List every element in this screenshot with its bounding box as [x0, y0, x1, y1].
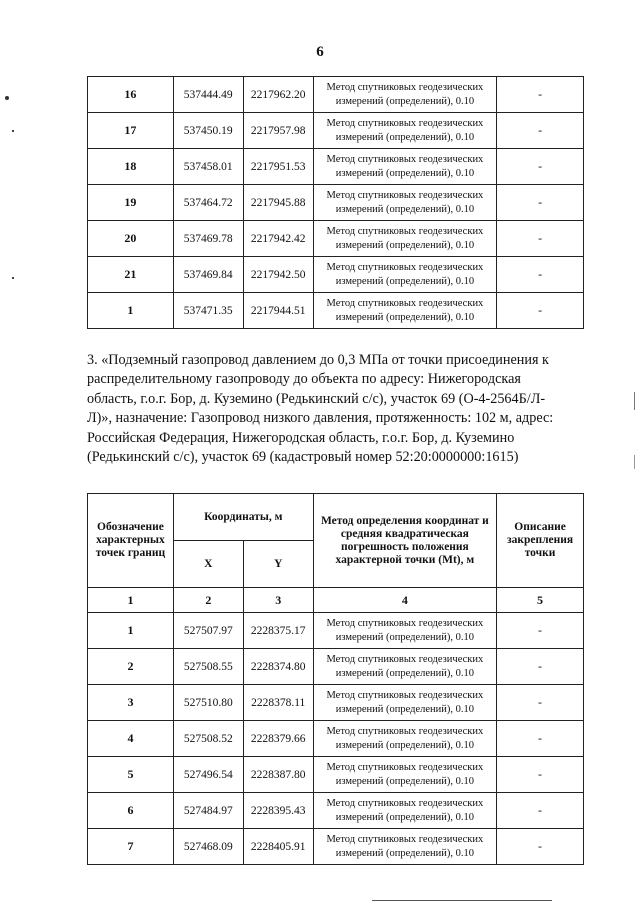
method-cell: Метод спутниковых геодезических измерений (определений), 0.10: [313, 293, 497, 329]
point-number: 4: [88, 721, 174, 757]
coord-x: 537464.72: [173, 185, 243, 221]
scan-mark: [634, 392, 635, 410]
method-cell: Метод спутниковых геодезических измерений (определений), 0.10: [313, 113, 497, 149]
coord-x: 537458.01: [173, 149, 243, 185]
coord-y: 2217942.42: [243, 221, 313, 257]
coord-x: 527508.55: [173, 649, 243, 685]
coord-y: 2228405.91: [243, 829, 313, 865]
coord-y: 2217944.51: [243, 293, 313, 329]
description-cell: -: [497, 221, 584, 257]
coord-y: 2228375.17: [243, 613, 313, 649]
description-cell: -: [497, 793, 584, 829]
column-number: 1: [88, 588, 174, 613]
method-cell: Метод спутниковых геодезических измерений (определений), 0.10: [313, 257, 497, 293]
table-row: [88, 793, 584, 829]
coord-x: 527508.52: [173, 721, 243, 757]
table-row: [88, 257, 584, 293]
coord-y: 2217951.53: [243, 149, 313, 185]
table-row: [88, 721, 584, 757]
coord-x: 537469.84: [173, 257, 243, 293]
coord-y: 2217957.98: [243, 113, 313, 149]
point-number: 7: [88, 829, 174, 865]
object-description: [87, 351, 584, 467]
page-number: 6: [316, 44, 324, 60]
coord-y: 2228374.80: [243, 649, 313, 685]
coord-x: 537471.35: [173, 293, 243, 329]
header-designation: Обозначение характерных точек границ: [88, 494, 174, 588]
paragraph-line: Российская Федерация, Нижегородская область, г.о.г. Бор, д. Куземино: [87, 429, 515, 446]
paragraph-line: Л)», назначение: Газопровод низкого давления, протяженность: 102 м, адрес:: [87, 410, 554, 427]
paragraph-line: область, г.о.г. Бор, д. Куземино (Редькинский с/с), участок 69 (О-4-2564Б/Л-: [87, 390, 546, 407]
method-cell: Метод спутниковых геодезических измерений (определений), 0.10: [313, 149, 497, 185]
description-cell: -: [497, 829, 584, 865]
method-cell: Метод спутниковых геодезических измерений (определений), 0.10: [313, 185, 497, 221]
header-y: Y: [243, 541, 313, 588]
scan-mark: [5, 96, 9, 100]
coord-y: 2217942.50: [243, 257, 313, 293]
coord-y: 2228387.80: [243, 757, 313, 793]
description-cell: -: [497, 721, 584, 757]
description-cell: -: [497, 113, 584, 149]
description-cell: -: [497, 77, 584, 113]
point-number: 20: [88, 221, 174, 257]
point-number: 3: [88, 685, 174, 721]
paragraph-line: 3. «Подземный газопровод давлением до 0,3 МПа от точки присоединения к: [87, 352, 549, 368]
table-row: [88, 685, 584, 721]
method-cell: Метод спутниковых геодезических измерений (определений), 0.10: [313, 613, 496, 649]
scan-mark: [634, 455, 635, 469]
scan-mark: [12, 277, 14, 279]
method-cell: Метод спутниковых геодезических измерений (определений), 0.10: [313, 721, 496, 757]
header-coordinates: Координаты, м: [173, 494, 313, 541]
method-cell: Метод спутниковых геодезических измерений (определений), 0.10: [313, 77, 497, 113]
coord-x: 537469.78: [173, 221, 243, 257]
description-cell: -: [497, 649, 584, 685]
header-description: Описание закрепления точки: [497, 494, 584, 588]
description-cell: -: [497, 685, 584, 721]
point-number: 1: [88, 613, 174, 649]
table-row: [88, 185, 584, 221]
column-number: 2: [173, 588, 243, 613]
table-row: [88, 649, 584, 685]
column-number: 3: [243, 588, 313, 613]
coord-x: 537450.19: [173, 113, 243, 149]
coord-x: 527510.80: [173, 685, 243, 721]
description-cell: -: [497, 293, 584, 329]
method-cell: Метод спутниковых геодезических измерений (определений), 0.10: [313, 649, 496, 685]
point-number: 21: [88, 257, 174, 293]
coord-x: 527484.97: [173, 793, 243, 829]
table-row: [88, 113, 584, 149]
scan-mark: [12, 130, 14, 132]
method-cell: Метод спутниковых геодезических измерений (определений), 0.10: [313, 757, 496, 793]
point-number: 19: [88, 185, 174, 221]
point-number: 6: [88, 793, 174, 829]
description-cell: -: [497, 757, 584, 793]
table-row: [88, 77, 584, 113]
paragraph-line: (Редькинский с/с), участок 69 (кадастровый номер 52:20:0000000:1615): [87, 449, 519, 466]
method-cell: Метод спутниковых геодезических измерений (определений), 0.10: [313, 221, 497, 257]
scan-mark: [372, 900, 552, 901]
table-row: [88, 293, 584, 329]
column-number: 5: [497, 588, 584, 613]
point-number: 16: [88, 77, 174, 113]
coordinates-table-continued: [87, 76, 584, 329]
table-row: [88, 757, 584, 793]
table-row: [88, 221, 584, 257]
coord-x: 527496.54: [173, 757, 243, 793]
point-number: 2: [88, 649, 174, 685]
table-row: [88, 149, 584, 185]
method-cell: Метод спутниковых геодезических измерений (определений), 0.10: [313, 685, 496, 721]
coord-y: 2228395.43: [243, 793, 313, 829]
column-number: 4: [313, 588, 496, 613]
coord-y: 2217945.88: [243, 185, 313, 221]
point-number: 18: [88, 149, 174, 185]
description-cell: -: [497, 257, 584, 293]
method-cell: Метод спутниковых геодезических измерений (определений), 0.10: [313, 829, 496, 865]
point-number: 5: [88, 757, 174, 793]
coord-y: 2217962.20: [243, 77, 313, 113]
table-body: [88, 77, 584, 329]
description-cell: -: [497, 149, 584, 185]
paragraph-line: распределительному газопроводу до объекта по адресу: Нижегородская: [87, 371, 521, 388]
header-x: X: [173, 541, 243, 588]
coord-x: 527507.97: [173, 613, 243, 649]
table-row: [88, 613, 584, 649]
coord-x: 537444.49: [173, 77, 243, 113]
description-cell: -: [497, 185, 584, 221]
coord-x: 527468.09: [173, 829, 243, 865]
point-number: 17: [88, 113, 174, 149]
table-body: [88, 613, 584, 865]
table-row: [88, 829, 584, 865]
coord-y: 2228378.11: [243, 685, 313, 721]
point-number: 1: [88, 293, 174, 329]
coordinates-table: [87, 493, 584, 865]
coord-y: 2228379.66: [243, 721, 313, 757]
method-cell: Метод спутниковых геодезических измерений (определений), 0.10: [313, 793, 496, 829]
description-cell: -: [497, 613, 584, 649]
header-method: Метод определения координат и средняя квадратическая погрешность положения характерной точки (Mt), м: [313, 494, 496, 588]
